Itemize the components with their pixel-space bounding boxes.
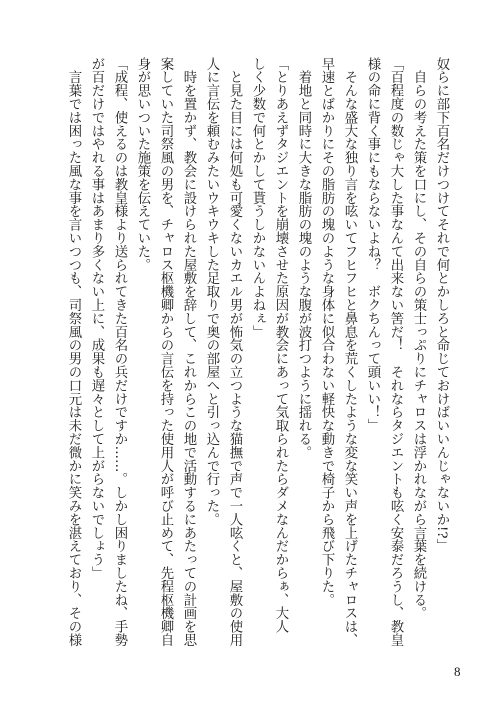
text-line: 人に言伝を頼むみたいウキウキした足取りで奥の部屋へと引っ込んで行った。 <box>204 57 219 526</box>
text-line: 言葉では困った風な事を言いつつも、司祭風の男の口元は未だ微かに笑みを湛えており、その様 <box>66 57 81 647</box>
text-line: 時を置かず、教会に設けられた屋敷を辞して、これからこの地で活動するにあたっての計画を思 <box>181 57 196 647</box>
text-line: 身が思いついた施策を伝えていた。 <box>135 57 150 272</box>
text-line: 「とりあえずタジエントを崩壊させた原因が教会にあって気取られたらダメなんだからぁ、大人 <box>273 57 288 634</box>
text-line: 着地と同時に大きな脂肪の塊のような腹が波打つように揺れる。 <box>296 57 311 459</box>
text-line: 自らの考えた策を口にし、その自らの策士っぷりにチャロスは浮かれながら言葉を続ける。 <box>411 57 426 620</box>
text-line: 「成程、使えるのは教皇様より送られてきた百名の兵だけですか……。しかし困りましたね、手勢 <box>112 57 127 647</box>
text-line: そんな盛大な独り言を呟いてフヒフヒと鼻息を荒くしたような変な笑い声を上げたチャロスは、 <box>342 57 357 647</box>
text-line: 様の命に背く事にもならないよね？ ボクちんって頭いい！」 <box>365 57 380 433</box>
body-text <box>62 57 453 657</box>
text-line: 早速とばかりにその脂肪の塊のような身体に似合わない軽快な動きで椅子から飛び下りた。 <box>319 57 334 607</box>
text-line: 案していた司祭風の男を、チャロス枢機卿からの言伝を持った使用人が呼び止めて、先程枢機卿自 <box>158 57 173 647</box>
page-number: 8 <box>454 664 461 679</box>
text-line: 「百程度の数じゃ大した事なんて出来ない筈だ！ それならタジエントも呟く安泰だろうし、教皇 <box>388 57 403 647</box>
text-line: が百だけではやれる事はあまり多くない上に、成果も遅々として上がらないでしょう」 <box>89 57 104 580</box>
text-line: しく少数で何とかして貰うしかないんよねぇ」 <box>250 57 265 339</box>
text-line: と見た目には何処も可愛くないカエル男が怖気の立つような猫撫で声で一人呟くと、屋敷の使用 <box>227 57 242 647</box>
text-line: 奴らに部下百名だけつけてそれで何とかしろと命じておけばいいんじゃないか!?」 <box>434 57 449 552</box>
